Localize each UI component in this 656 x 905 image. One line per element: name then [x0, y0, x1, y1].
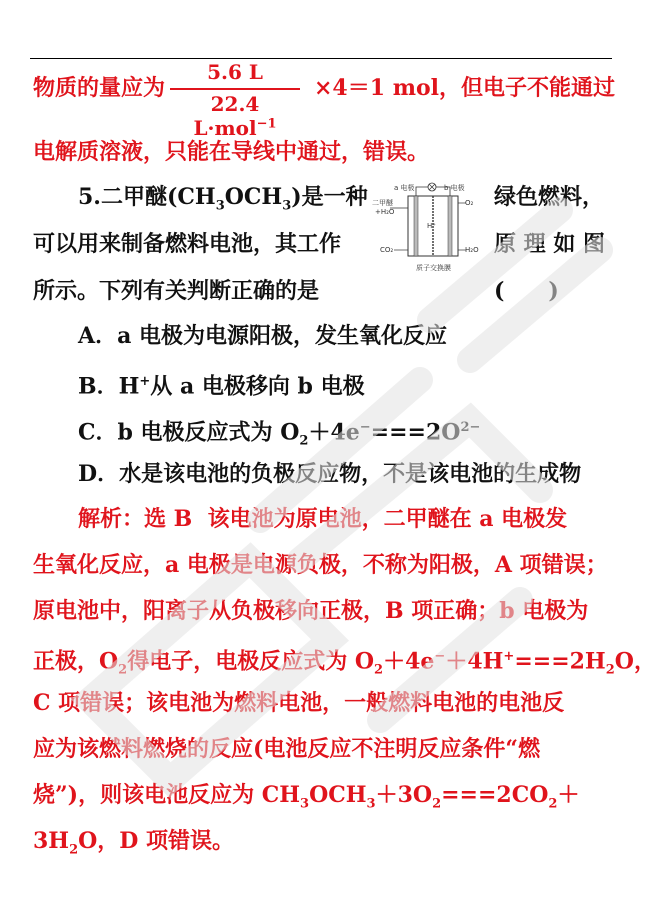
answer-bracket: ( )	[494, 278, 559, 304]
option-b: B．H+从 a 电极移向 b 电极	[78, 373, 365, 400]
diagram-left-h2o: +H₂O	[375, 208, 395, 216]
analysis-line7: 烧”)，则该电池反应为 $CH_3OCH_3+3O_2===2CO_2+$	[33, 782, 580, 812]
diagram-right-h2o: H₂O	[465, 246, 479, 254]
diagram-right-o2: O₂	[465, 199, 474, 207]
diagram-center: H⁺	[427, 222, 436, 230]
fraction-denominator: 22.4 L·mol$^{-1}$	[193, 92, 277, 140]
question-line2-left: 可以用来制备燃料电池，其工作	[33, 231, 342, 257]
analysis-line8: $3H_2O$，D 项错误。	[33, 828, 235, 858]
intro-line2: 电解质溶液，只能在导线中通过，错误。	[33, 139, 430, 165]
electrode-a	[414, 196, 418, 256]
analysis-line4: 正极，$O_2$得电子，电极反应式为 $O_2+4e^-+4H^+===2H_2O$，	[33, 648, 656, 678]
diagram-bottom: 质子交换膜	[416, 264, 451, 272]
analysis-line2: 生氧化反应，a 电极是电源负极，不称为阳极，A 项错误；	[33, 552, 608, 578]
analysis-line5: C 项错误；该电池为燃料电池，一般燃料电池的电池反	[33, 690, 565, 716]
analysis-line6: 应为该燃料燃烧的反应(电池反应不注明反应条件“燃	[33, 736, 541, 762]
diagram-a-label: a 电极	[394, 184, 415, 192]
diagram-left-co2: CO₂	[380, 246, 394, 254]
top-rule	[30, 58, 612, 59]
intro-line1-prefix: 物质的量应为	[33, 75, 166, 101]
diagram-left-top: 二甲醚	[372, 199, 393, 207]
question-line1-right: 绿色燃料，	[494, 184, 605, 210]
question-line3-left: 所示。下列有关判断正确的是	[33, 278, 320, 304]
option-c: C．b 电极反应式为 $O_2+4e^-===2O^{2-}$	[78, 419, 481, 449]
electrode-b	[448, 196, 452, 256]
diagram-b-label: b 电极	[444, 184, 465, 192]
fraction-numerator: 5.6 L	[207, 60, 263, 84]
analysis-line3: 原电池中，阳离子从负极移向正极，B 项正确；b 电极为	[33, 598, 589, 624]
fraction	[170, 60, 300, 140]
question-line1: 5.二甲醚$(CH_3OCH_3)$是一种	[78, 184, 368, 214]
fraction-bar	[170, 88, 300, 90]
fuel-cell-diagram	[372, 178, 492, 278]
question-line2-right: 原 理 如 图	[494, 231, 605, 257]
option-a: A．a 电极为电源阳极，发生氧化反应	[78, 323, 447, 349]
intro-line1-suffix: ×4＝1 mol，但电子不能通过	[314, 75, 616, 101]
analysis-line1: 解析：选 B 该电池为原电池，二甲醚在 a 电极发	[78, 506, 568, 532]
option-d: D．水是该电池的负极反应物，不是该电池的生成物	[78, 461, 582, 487]
